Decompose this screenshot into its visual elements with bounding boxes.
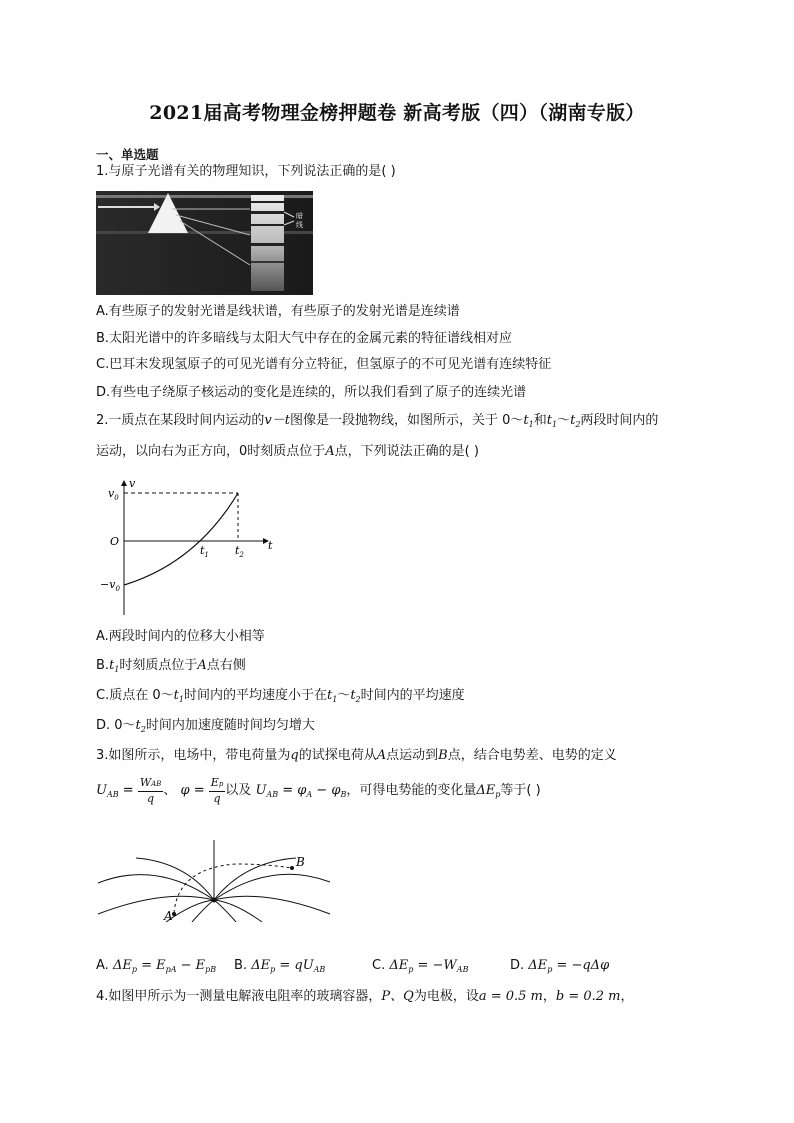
q3-formula-line: $U_{AB}$ = $\frac{\text{WAB}}{q}$ 、 φ = $\frac{Ep}{q}$ 以及 $U_{AB} = \varphi_A - \varphi_B$，可得电势能的变化量$\Delta E_p$等于( ) [96, 776, 541, 805]
q2-stem-line2: 运动，以向右为正方向，0时刻质点位于A点，下列说法正确的是( ) [96, 444, 479, 459]
v-axis-label: v [129, 477, 136, 490]
q4-stem: 4.如图甲所示为一测量电解液电阻率的玻璃容器，P、Q为电极，设a = 0.5 m，b = 0.2 m， [96, 989, 634, 1004]
dark-line-label-1: 暗 [296, 212, 303, 220]
q2-option-b: $B.t_1$时刻质点位于A点右侧 [96, 658, 246, 674]
q3-option-d: D. $\Delta E_p = -q\Delta\varphi$ [510, 958, 610, 974]
q3-electric-field-figure [96, 838, 336, 922]
field-line [214, 896, 330, 914]
field-line [214, 874, 330, 900]
q3-option-a: A. $\Delta E_p = E_{pA} - E_{pB}$ [96, 958, 217, 974]
q2-stem-line1: 2.一质点在某段时间内运动的v－t图像是一段抛物线，如图所示，关于 $0\sim t_1$和$t_1\sim t_2$两段时间内的 [96, 413, 659, 429]
source-charge [212, 898, 217, 903]
q2-option-a: A.两段时间内的位移大小相等 [96, 629, 265, 644]
q3-stem-line1: 3.如图所示，电场中，带电荷量为q的试探电荷从A点运动到B点，结合电势差、电势的定义 [96, 748, 617, 763]
field-line [214, 900, 236, 922]
field-line [136, 858, 214, 900]
q1-option-b: B.太阳光谱中的许多暗线与太阳大气中存在的金属元素的特征谱线相对应 [96, 331, 513, 346]
field-line [98, 896, 214, 914]
q1-stem: 1.与原子光谱有关的物理知识，下列说法正确的是( ) [96, 164, 396, 179]
neg-v0-label: $-v_0$ [100, 578, 120, 593]
t1-label: $t_1$ [200, 544, 209, 559]
q3-option-b: B. $\Delta E_p = qU_{AB}$ [234, 958, 326, 974]
t2-label: $t_2$ [235, 544, 244, 559]
q2-option-d: D. $0\sim t_2$时间内加速度随时间均匀增大 [96, 718, 315, 734]
q1-prism-spectrum-figure [96, 191, 313, 295]
q1-option-a: A.有些原子的发射光谱是线状谱，有些原子的发射光谱是连续谱 [96, 304, 460, 319]
q3-option-c: C. $\Delta E_p = -W_{AB}$ [372, 958, 469, 974]
q1-option-c: C.巴耳末发现氢原子的可见光谱有分立特征，但氢原子的不可见光谱有连续特征 [96, 357, 552, 372]
field-line [214, 900, 262, 922]
point-b-label: B [296, 855, 305, 869]
v0-label: $v_0$ [108, 487, 119, 502]
q2-option-c: C.质点在 $0\sim t_1$时间内的平均速度小于在$t_1\sim t_2$时间内的平均速度 [96, 688, 465, 704]
field-line [166, 900, 214, 922]
page-title: 2021届高考物理金榜押题卷 新高考版（四）（湖南专版） [149, 102, 645, 124]
t-axis-label: t [268, 539, 273, 552]
point-a-label: A [164, 909, 173, 922]
dark-line-label-2: 线 [296, 221, 303, 229]
point-b [290, 866, 294, 870]
field-line [98, 875, 214, 900]
origin-label: O [110, 535, 120, 548]
field-line [192, 900, 214, 922]
q1-option-d: D.有些电子绕原子核运动的变化是连续的，所以我们看到了原子的连续光谱 [96, 385, 527, 400]
q2-vt-graph [96, 475, 286, 620]
section-heading: 一、单选题 [96, 147, 159, 162]
parabola-curve [124, 493, 238, 585]
